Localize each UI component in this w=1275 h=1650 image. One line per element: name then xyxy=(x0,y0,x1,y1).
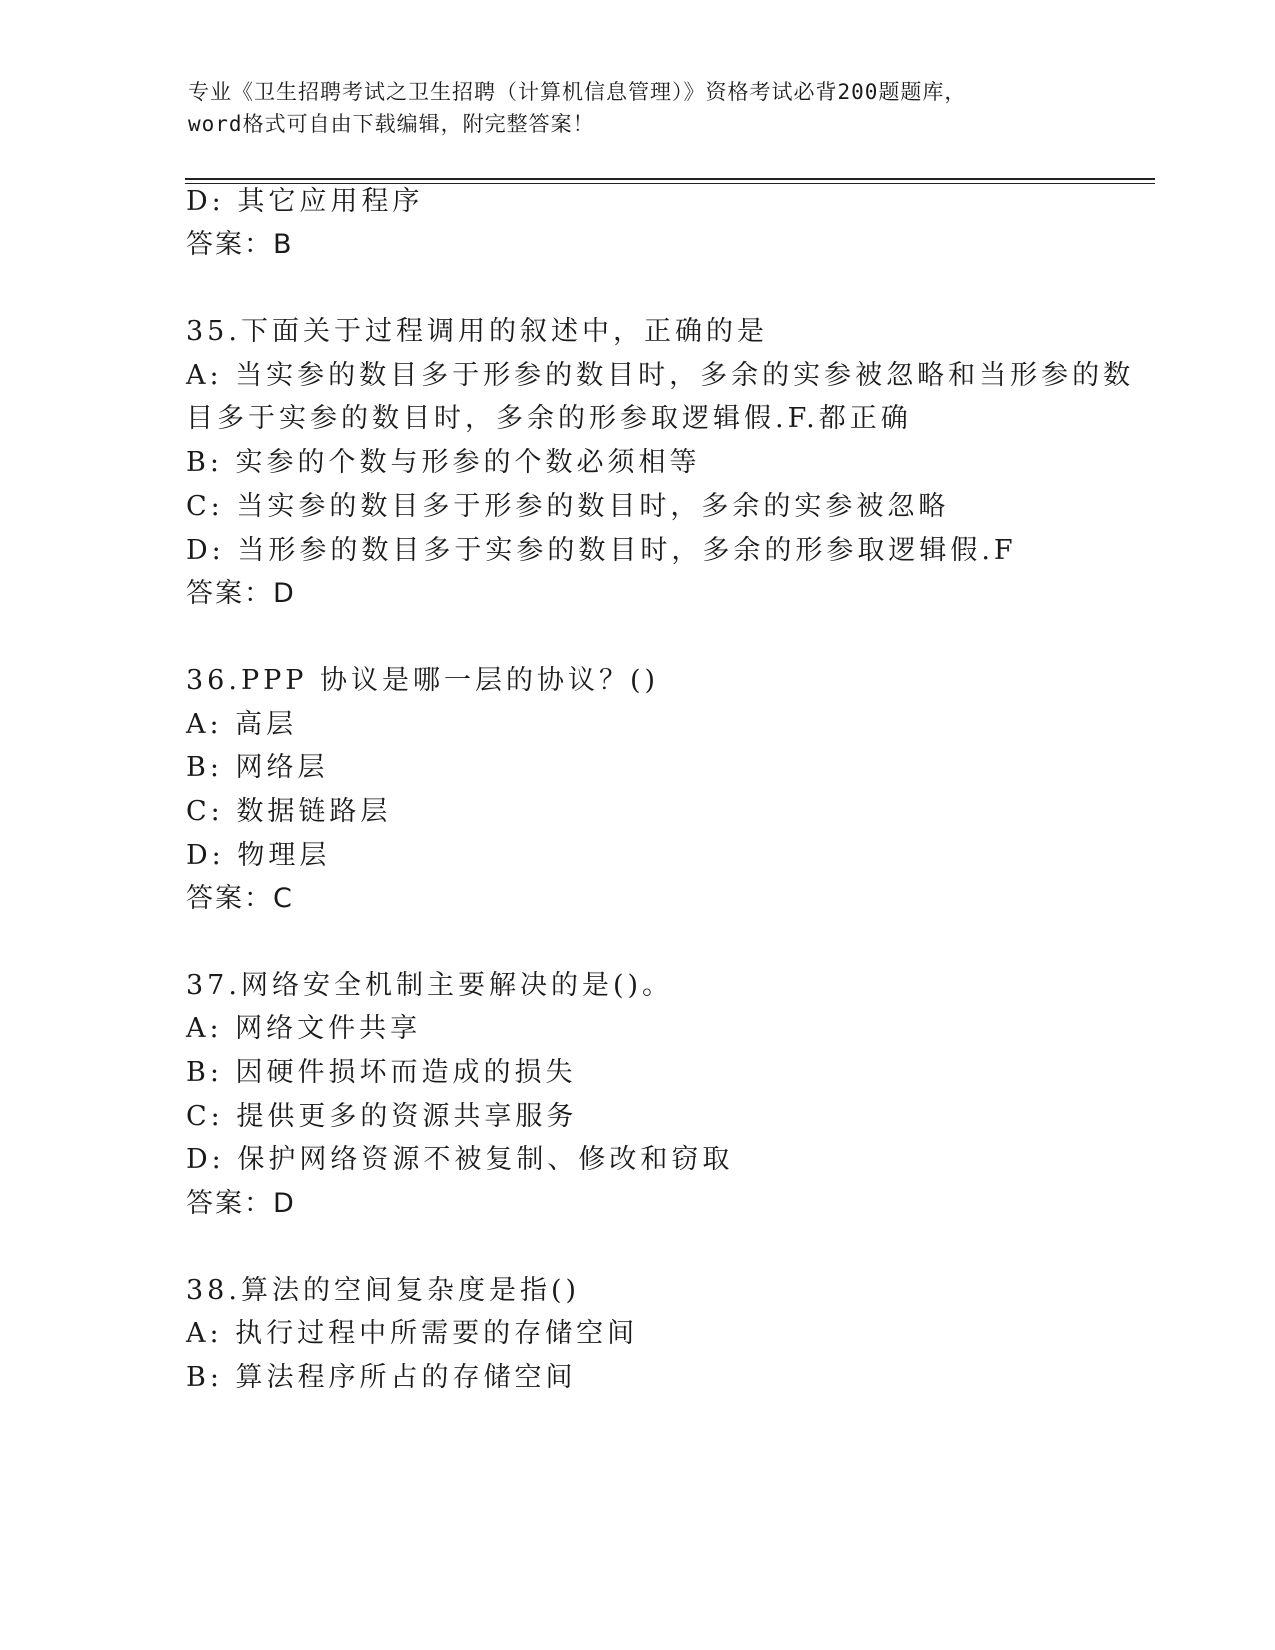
q34-answer: 答案：B xyxy=(186,229,294,260)
q36-option-c: C: 数据链路层 xyxy=(186,796,392,827)
q37-option-b: B: 因硬件损坏而造成的损失 xyxy=(186,1057,577,1088)
q36-question: 36.PPP 协议是哪一层的协议？() xyxy=(186,665,660,696)
header-rule-thick xyxy=(185,178,1155,180)
q36-option-b: B: 网络层 xyxy=(186,752,329,783)
q36-answer: 答案：C xyxy=(186,883,294,914)
q37-option-a: A: 网络文件共享 xyxy=(186,1013,422,1044)
q37-option-d: D: 保护网络资源不被复制、修改和窃取 xyxy=(186,1144,734,1175)
q36-option-d: D: 物理层 xyxy=(186,840,331,871)
header-line-2: word格式可自由下载编辑，附完整答案！ xyxy=(188,112,595,136)
q37-option-c: C: 提供更多的资源共享服务 xyxy=(186,1101,578,1132)
q38-option-b: B: 算法程序所占的存储空间 xyxy=(186,1362,577,1393)
q35-option-b: B: 实参的个数与形参的个数必须相等 xyxy=(186,447,701,478)
q35-option-a-line2: 目多于实参的数目时，多余的形参取逻辑假.F.都正确 xyxy=(186,403,912,434)
header-line-1: 专业《卫生招聘考试之卫生招聘（计算机信息管理）》资格考试必背200题题库， xyxy=(188,80,967,104)
q35-option-c: C: 当实参的数目多于形参的数目时，多余的实参被忽略 xyxy=(186,491,950,522)
q34-option-d: D: 其它应用程序 xyxy=(186,186,424,217)
q38-option-a: A: 执行过程中所需要的存储空间 xyxy=(186,1318,639,1349)
q35-answer: 答案：D xyxy=(186,578,296,609)
q37-question: 37.网络安全机制主要解决的是()。 xyxy=(186,970,674,1001)
q38-question: 38.算法的空间复杂度是指() xyxy=(186,1275,581,1306)
q35-option-d: D: 当形参的数目多于实参的数目时，多余的形参取逻辑假.F xyxy=(186,535,1017,566)
header-rule-thin xyxy=(185,183,1155,184)
q36-option-a: A: 高层 xyxy=(186,709,298,740)
document-header xyxy=(188,76,1088,140)
q35-option-a-line1: A: 当实参的数目多于形参的数目时，多余的实参被忽略和当形参的数 xyxy=(186,360,1135,391)
q35-question: 35.下面关于过程调用的叙述中，正确的是 xyxy=(186,316,768,347)
q37-answer: 答案：D xyxy=(186,1188,296,1219)
